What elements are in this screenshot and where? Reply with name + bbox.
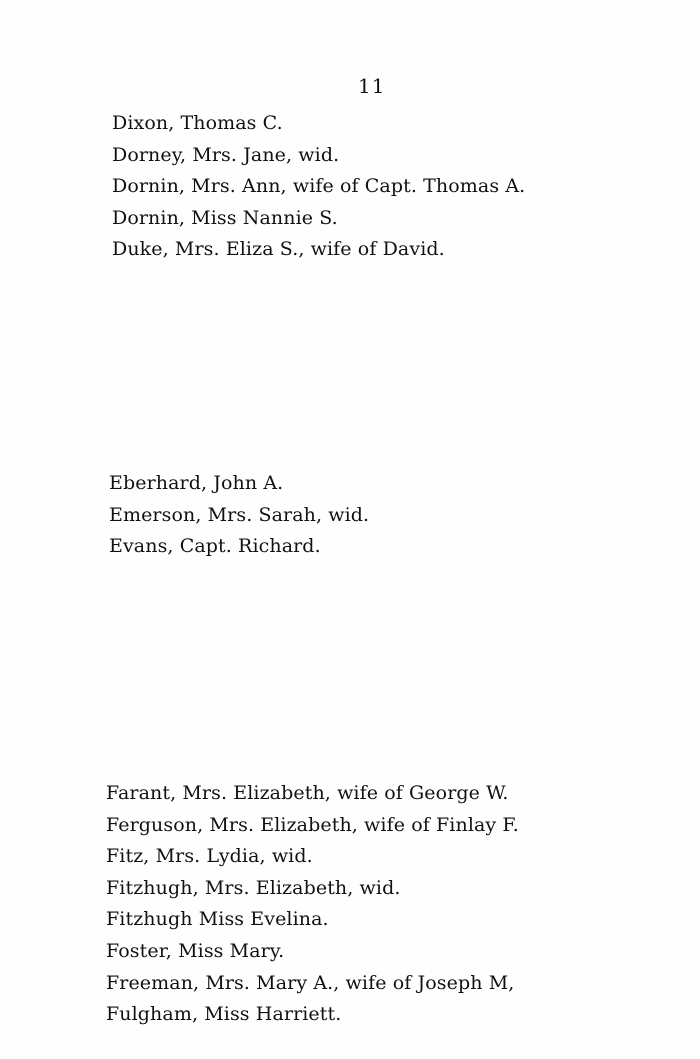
list-item: Evans, Capt. Richard. bbox=[109, 535, 321, 558]
list-item: Dornin, Miss Nannie S. bbox=[112, 206, 338, 229]
list-item: Fulgham, Miss Harriett. bbox=[106, 1003, 342, 1026]
list-item: Fitzhugh, Mrs. Elizabeth, wid. bbox=[106, 876, 401, 899]
list-item: Dornin, Mrs. Ann, wife of Capt. Thomas A. bbox=[112, 175, 526, 198]
section-f-list bbox=[106, 778, 519, 1031]
list-item: Fitz, Mrs. Lydia, wid. bbox=[106, 845, 313, 868]
list-item: Emerson, Mrs. Sarah, wid. bbox=[109, 503, 370, 526]
list-item: Dorney, Mrs. Jane, wid. bbox=[112, 143, 340, 166]
list-item: Dixon, Thomas C. bbox=[112, 112, 283, 134]
list-item: Freeman, Mrs. Mary A., wife of Joseph M, bbox=[106, 971, 515, 994]
list-item: Farant, Mrs. Elizabeth, wife of George W. bbox=[106, 782, 509, 804]
list-item: Eberhard, John A. bbox=[109, 472, 284, 494]
list-item: Duke, Mrs. Eliza S., wife of David. bbox=[112, 238, 445, 261]
page-number: 11 bbox=[358, 74, 386, 98]
section-e-list bbox=[109, 468, 369, 563]
list-item: Ferguson, Mrs. Elizabeth, wife of Finlay F. bbox=[106, 813, 519, 836]
section-d-list bbox=[112, 108, 525, 266]
list-item: Foster, Miss Mary. bbox=[106, 939, 285, 962]
list-item: Fitzhugh Miss Evelina. bbox=[106, 908, 329, 931]
